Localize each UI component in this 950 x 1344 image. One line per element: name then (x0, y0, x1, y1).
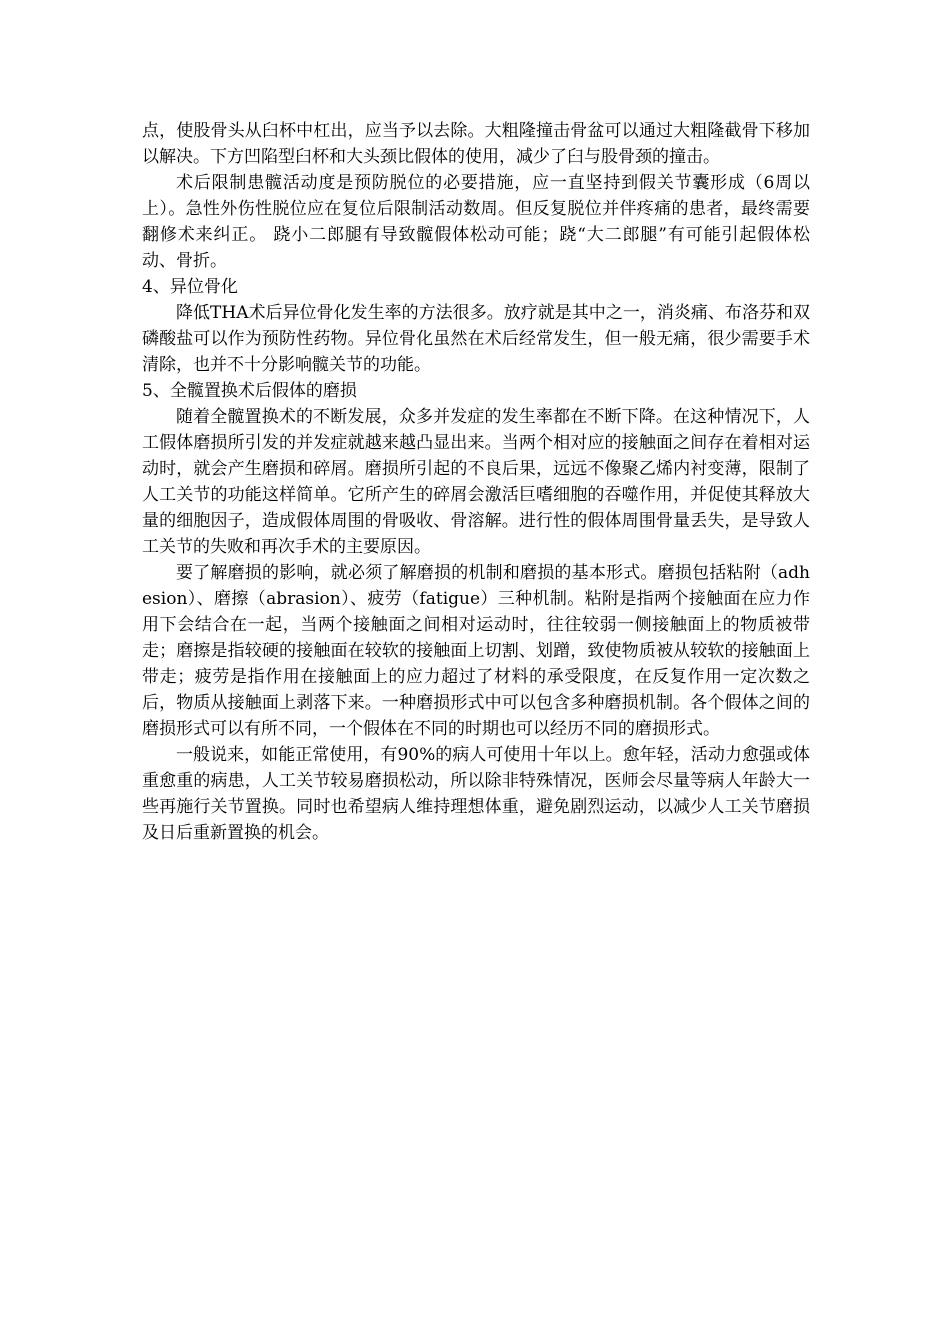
paragraph-postoperative-restriction: 术后限制患髋活动度是预防脱位的必要措施，应一直坚持到假关节囊形成（6周以上）。急性外伤性脱位应在复位后限制活动数周。但反复脱位并伴疼痛的患者，最终需要翻修术来纠正。 跷小二郎腿有导致髋假体松动可能；跷“大二郎腿”有可能引起假体松动、骨折。 (142, 173, 810, 271)
paragraph-dislocation-causes: 点，使股骨头从臼杯中杠出，应当予以去除。大粗隆撞击骨盆可以通过大粗隆截骨下移加以解决。下方凹陷型臼杯和大头颈比假体的使用，减少了臼与股骨颈的撞击。 (142, 121, 810, 167)
document-page (142, 118, 810, 846)
paragraph-wear-complications: 随着全髋置换术的不断发展，众多并发症的发生率都在不断下降。在这种情况下，人工假体磨损所引发的并发症就越来越凸显出来。当两个相对应的接触面之间存在着相对运动时，就会产生磨损和碎屑。磨损所引起的不良后果，远远不像聚乙烯内衬变薄，限制了人工关节的功能这样简单。它所产生的碎屑会激活巨嗜细胞的吞噬作用，并促使其释放大量的细胞因子，造成假体周围的骨吸收、骨溶解。进行性的假体周围骨量丢失，是导致人工关节的失败和再次手术的主要原因。 (142, 407, 810, 557)
paragraph-wear-mechanisms: 要了解磨损的影响，就必须了解磨损的机制和磨损的基本形式。磨损包括粘附（adhesion）、磨擦（abrasion）、疲劳（fatigue）三种机制。粘附是指两个接触面在应力作用下会结合在一起，当两个接触面之间相对运动时，往往较弱一侧接触面上的物质被带走；磨擦是指较硬的接触面在较软的接触面上切割、划蹭，致使物质被从较软的接触面上带走；疲劳是指作用在接触面上的应力超过了材料的承受限度，在反复作用一定次数之后，物质从接触面上剥落下来。一种磨损形式中可以包含多种磨损机制。各个假体之间的磨损形式可以有所不同，一个假体在不同的时期也可以经历不同的磨损形式。 (142, 563, 810, 739)
section-heading-heterotopic-ossification: 4、异位骨化 (142, 277, 238, 297)
paragraph-heterotopic-ossification: 降低THA术后异位骨化发生率的方法很多。放疗就是其中之一，消炎痛、布洛芬和双磷酸盐可以作为预防性药物。异位骨化虽然在术后经常发生，但一般无痛，很少需要手术清除，也并不十分影响髋关节的功能。 (142, 303, 810, 375)
section-heading-prosthesis-wear: 5、全髋置换术后假体的磨损 (142, 381, 357, 401)
paragraph-prosthesis-lifespan: 一般说来，如能正常使用，有90%的病人可使用十年以上。愈年轻，活动力愈强或体重愈重的病患，人工关节较易磨损松动，所以除非特殊情况，医师会尽量等病人年龄大一些再施行关节置换。同时也希望病人维持理想体重，避免剧烈运动，以减少人工关节磨损及日后重新置换的机会。 (142, 745, 810, 843)
